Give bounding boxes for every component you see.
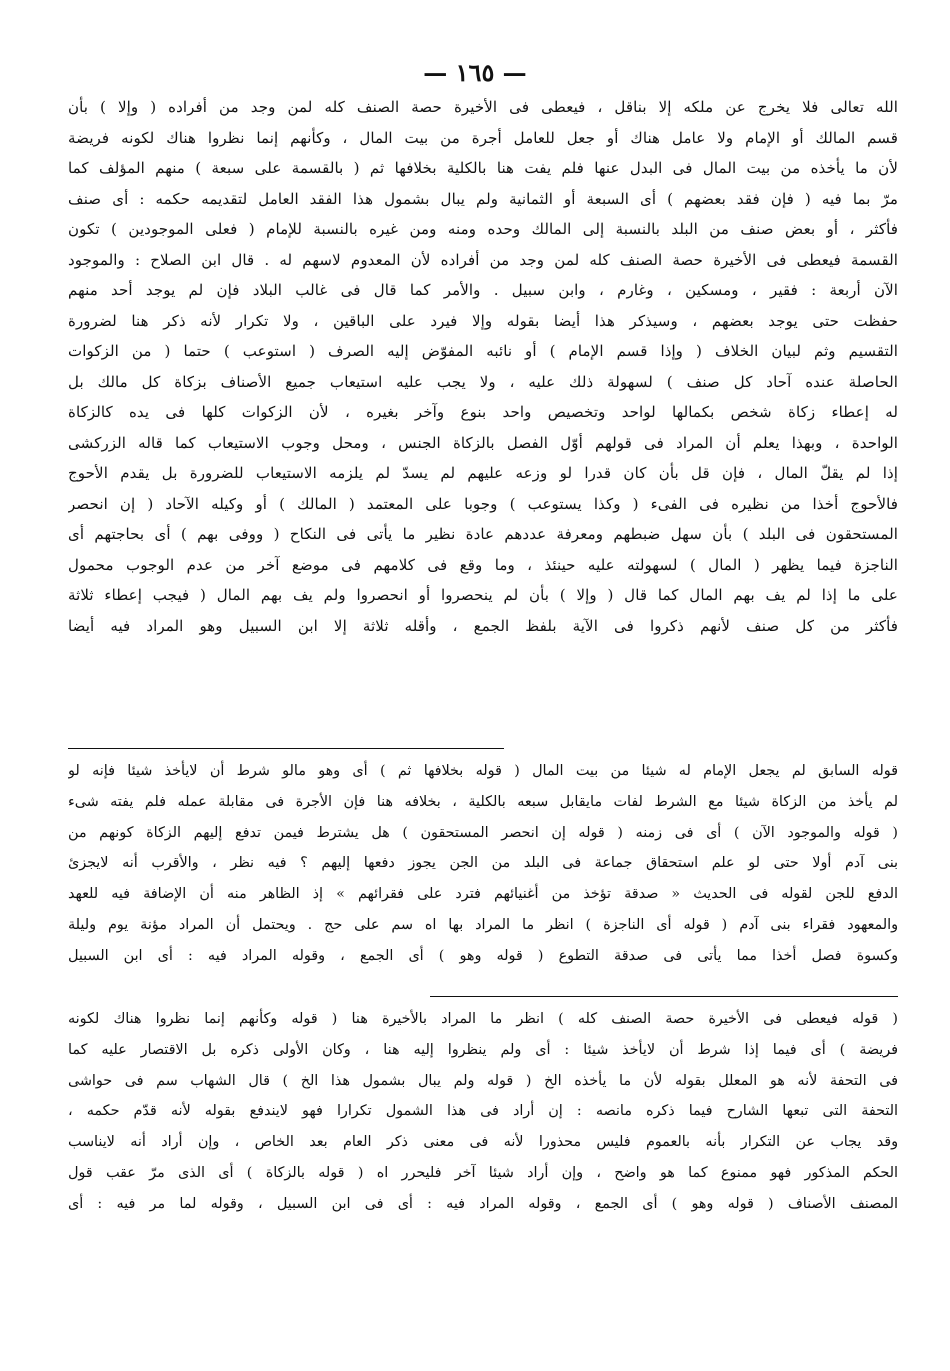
- main-text-line: على ما إذا لم يف بهم المال كما قال ( وإلا ) بأن لم ينحصروا أو انحصروا ولم يف بهم المال ( فيجب إعطاء ثلاثة: [68, 586, 898, 604]
- footnote-line: الحكم المذكور فهو ممنوع كما هو واضح ، وإن أراد شيئا آخر فليحرر اه ( قوله بالزكاة ) أى الذى مرّ عقب قول: [68, 1164, 898, 1181]
- main-text-line: القسمة فيعطى فى الأخيرة حصة الصنف كله لمن وجد من أفراده لأن المعدوم لاسهم له . قال ابن الصلاح : والموجود: [68, 250, 898, 269]
- footnote-block-1: [68, 756, 898, 972]
- main-text-line: لأن ما يأخذه من بيت المال فى البدل عنها فلم يفت هنا بالكلية بخلافها ثم ( بالقسمة على سبعة ) منهم المؤلف كما: [68, 159, 898, 177]
- main-text-line: الناجزة فيما يظهر ( المال ) لسهولته عليه حينئذ ، وما وقع فى كلامهم فى موضع آخر من عدم الوجوب محمول: [68, 555, 898, 574]
- main-text-line: الواحدة ، وبهذا يعلم أن المراد فى قولهم أوّل الفصل بالزكاة الجنس ، ومحل وجوب الاستيعاب كما قاله الزركشى: [68, 433, 898, 452]
- main-text-line: إذا لم يقلّ المال ، فإن قل بأن كان قدرا لو وزعه عليهم لم يسدّ لم يلزمه الاستيعاب للضرورة بل يقدم الأحوج: [68, 464, 898, 482]
- footnote-line: قوله السابق لم يجعل الإمام له شيئا من بيت المال ( قوله بخلافها ثم ) أى وهو مالو شرط أن لايأخذ شيئا فإنه لو: [68, 763, 898, 779]
- footnote-divider-1: [68, 748, 504, 749]
- footnote-line: التحفة التى تبعها الشارح فيما ذكره مانصه : إن أراد فى هذا الشمول تكرارا فهو لايندفع بقوله لأنه قدّم حكمه ،: [68, 1103, 898, 1120]
- main-text-line: له إعطاء زكاة شخص بكمالها لواحد وتخصيص واحد بنوع وآخر بغيره ، لأن الزكوات كلها فى يده كالزكاة: [68, 403, 898, 421]
- footnote-divider-2: [430, 996, 898, 997]
- footnote-line: لم يأخذ من الزكاة شيئا مع الشرط لفات مايقابل سبعه بالكلية ، بخلافه هنا فإن الأجرة فى مقابلة عمله فلم يفته شىء: [68, 793, 898, 810]
- main-text-line: مرّ بما فيه ( فإن فقد بعضهم ) أى السبعة أو الثمانية ولم يبال بشمول هذا الفقد العامل لتقديمه حكمه : أى صنف: [68, 189, 898, 208]
- main-text-line: فالأحوج أخذا من نظيره فى الفىء ( وكذا يستوعب ) وجوبا على المعتمد ( المالك ) أو وكيله الآحاد ( إن انحصر: [68, 494, 898, 513]
- main-text-line: الحاصلة عنده آحاد كل صنف ) لسهولة ذلك عليه ، ولا يجب عليه استيعاب جميع الأصناف بزكاة كل مالك بل: [68, 372, 898, 391]
- footnote-line: المصنف الأصناف ( قوله وهو ) أى الجمع ، وقوله المراد فيه : أى فى ابن السبيل ، وقوله لما مر فيه : أى: [68, 1195, 898, 1212]
- main-text-line: الآن أربعة : فقير ، ومسكين ، وغارم ، وابن سبيل . والأمر كما قال فى غالب البلاد فإن لم يوجد أحد منهم: [68, 281, 898, 299]
- page-number: — ١٦٥ —: [423, 58, 527, 87]
- main-text-line: التقسيم وثم لبيان الخلاف ( وإذا قسم الإمام ) أو نائبه المفوّض إليه الصرف ( استوعب ) حتما ( من الزكوات: [68, 342, 898, 360]
- footnote-line: بنى آدم أولا حتى لو علم استحقاق جماعة فى البلد من الجن يجوز دفعها إليهم ؟ فيه نظر ، والأقرب أنه لايجزئ: [68, 855, 898, 872]
- main-text-line: الله تعالى فلا يخرج عن ملكه إلا بناقل ، فيعطى فى الأخيرة حصة الصنف كله لمن وجد من أفراده ( وإلا ) بأن: [68, 98, 898, 116]
- main-text-line: فأكثر ، أو بعض صنف من البلد بالنسبة إلى المالك وحده ومنه ومن غيره بالنسبة للإمام ( فعلى الموجودين ) تكون: [68, 220, 898, 238]
- main-text-line: المستحقون فى البلد ) بأن سهل ضبطهم ومعرفة عددهم عادة نظير ما يأتى فى النكاح ( ووفى بهم ) أى بحاجتهم أى: [68, 525, 898, 543]
- main-text-line: فأكثر من كل صنف لأنهم ذكروا فى الآية بلفظ الجمع ، وأقله ثلاثة إلا ابن السبيل وهو المراد فيه أيضا: [68, 616, 898, 635]
- footnote-line: ( قوله والموجود الآن ) أى فى زمنه ( قوله إن انحصر المستحقون ) هل يشترط فيمن تدفع إليهم الزكاة كونهم من: [68, 824, 898, 841]
- footnote-line: الدفع للجن لقوله فى الحديث « صدقة تؤخذ من أغنيائهم فترد على فقرائهم » إذ الظاهر منه أن الإضافة فيه للعهد: [68, 886, 898, 903]
- footnote-line: فى التحفة لأنه هو المعلل بقوله لأن ما يأخذه الخ ( قوله ولم يبال بشمول هذا الخ ) قال الشهاب سم فى حواشى: [68, 1072, 898, 1089]
- footnote-block-2: [68, 1004, 898, 1220]
- footnote-line: والمعهود فقراء بنى آدم ( قوله أى الناجزة ) انظر ما المراد بها اه سم على حج . ويحتمل أن المراد مؤنة يوم وليلة: [68, 916, 898, 933]
- footnote-line: ( قوله فيعطى فى الأخيرة حصة الصنف كله ) انظر ما المراد بالأخيرة هنا ( قوله وكأنهم إنما نظروا هناك لكونه: [68, 1011, 898, 1027]
- main-text: [68, 92, 898, 641]
- main-text-line: حفظت حتى يوجد بعضهم ، وسيذكر هذا أيضا بقوله وإلا فيرد على الباقين ، ولا تكرار لأنه ذكر هنا لضرورة: [68, 311, 898, 330]
- footnote-line: فريضة ) أى فيما إذا شرط أن لايأخذ شيئا : أى ولم ينظروا إليه هنا ، وكان الأولى ذكره بل الاقتصار عليه كما: [68, 1041, 898, 1058]
- footnote-line: وقد يجاب عن التكرار بأنه بالعموم فليس محذورا لأنه فى معنى ذكر العام بعد الخاص ، وإن أراد أنه لايناسب: [68, 1134, 898, 1151]
- main-text-line: قسم المالك أو الإمام ولا عامل هناك أو جعل للعامل أجرة من بيت المال ، وكأنهم إنما نظروا هناك لكونه فريضة: [68, 128, 898, 147]
- footnote-line: وكسوة فصل أخذا مما يأتى فى صدقة التطوع ( قوله وهو ) أى الجمع ، وقوله المراد فيه : أى ابن السبيل: [68, 947, 898, 964]
